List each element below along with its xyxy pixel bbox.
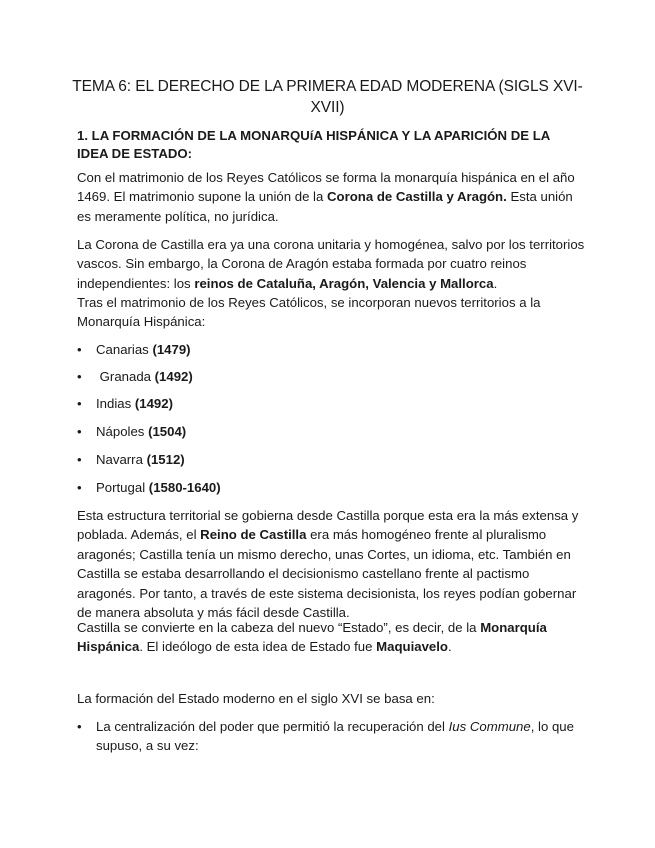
paragraph-1-bold: Corona de Castilla y Aragón. bbox=[327, 189, 507, 205]
territory-year: (1479) bbox=[152, 342, 191, 357]
list-item bbox=[77, 717, 587, 756]
territory-year: (1512) bbox=[146, 452, 185, 467]
paragraph-5-bold: Monarquía Hispánica bbox=[77, 620, 547, 655]
paragraph-2-text: La Corona de Castilla era ya una corona unitaria y homogénea, salvo por los territorios vascos. Sin embargo, la Corona de Aragón estaba formada por cuatro reinos independientes: los bbox=[77, 237, 585, 291]
list-item-text-end: , lo que supuso, a su vez: bbox=[96, 719, 574, 754]
paragraph-3: Tras el matrimonio de los Reyes Católicos, se incorporan nuevos territorios a la Monarquía Hispánica: bbox=[77, 295, 541, 330]
paragraph-6: La formación del Estado moderno en el siglo XVI se basa en: bbox=[77, 691, 435, 706]
bullet-icon: • bbox=[77, 424, 82, 439]
paragraph-4 bbox=[77, 506, 587, 622]
territory-name: Indias bbox=[96, 396, 135, 411]
paragraph-5-bold-2: Maquiavelo bbox=[376, 639, 448, 655]
paragraph-4-text-end: era más homogéneo frente al pluralismo aragonés; Castilla tenía un mismo derecho, unas Cortes, un idioma, etc. También en Castilla se estaba desarrollando el decisionismo castellano frente al pactismo aragonés. Por tanto, a través de este sistema decisionista, los reyes podían gobernar de manera absoluta y más fácil desde Castilla. bbox=[77, 527, 577, 621]
bullet-icon: • bbox=[77, 452, 82, 467]
paragraph-1-text: Con el matrimonio de los Reyes Católicos se forma la monarquía hispánica en el año 1469. El matrimonio supone la unión de la bbox=[77, 170, 575, 205]
paragraph-4-text: Esta estructura territorial se gobierna desde Castilla porque esta era la más extensa y poblada. Además, el bbox=[77, 508, 579, 543]
bullet-icon: • bbox=[77, 396, 82, 411]
document-title: TEMA 6: EL DERECHO DE LA PRIMERA EDAD MODERENA (SIGLS XVI-XVII) bbox=[72, 78, 583, 116]
territory-year: (1492) bbox=[154, 369, 193, 384]
bullet-icon: • bbox=[77, 719, 82, 734]
paragraph-4-bold: Reino de Castilla bbox=[200, 527, 307, 543]
paragraph-2 bbox=[77, 235, 587, 293]
paragraph-2-bold: reinos de Cataluña, Aragón, Valencia y Mallorca bbox=[194, 275, 494, 291]
list-item-text: La centralización del poder que permitió la recuperación del bbox=[96, 719, 449, 734]
section-heading: 1. LA FORMACIÓN DE LA MONARQUíA HISPÁNICA Y LA APARICIÓN DE LA IDEA DE ESTADO: bbox=[77, 128, 550, 161]
list-item-italic: Ius Commune bbox=[448, 719, 531, 734]
territory-year: (1580-1640) bbox=[148, 480, 221, 495]
territory-year: (1504) bbox=[148, 424, 187, 439]
territory-name: Nápoles bbox=[96, 424, 149, 439]
paragraph-1-text-end: Esta unión es meramente política, no jurídica. bbox=[77, 189, 573, 224]
territory-name: Granada bbox=[96, 369, 155, 384]
paragraph-2-text-end: . bbox=[493, 275, 498, 291]
paragraph-5-text-mid: . El ideólogo de esta idea de Estado fue bbox=[139, 639, 377, 655]
bullet-icon: • bbox=[77, 369, 82, 384]
bullet-icon: • bbox=[77, 342, 82, 357]
bullet-icon: • bbox=[77, 480, 82, 495]
paragraph-5-text-end: . bbox=[447, 639, 452, 655]
territory-name: Navarra bbox=[96, 452, 147, 467]
territory-year: (1492) bbox=[134, 396, 173, 411]
territory-name: Canarias bbox=[96, 342, 153, 357]
paragraph-5-text: Castilla se convierte en la cabeza del nuevo “Estado”, es decir, de la bbox=[77, 620, 481, 635]
paragraph-5 bbox=[77, 618, 587, 657]
paragraph-1 bbox=[77, 168, 587, 226]
territory-name: Portugal bbox=[96, 480, 149, 495]
